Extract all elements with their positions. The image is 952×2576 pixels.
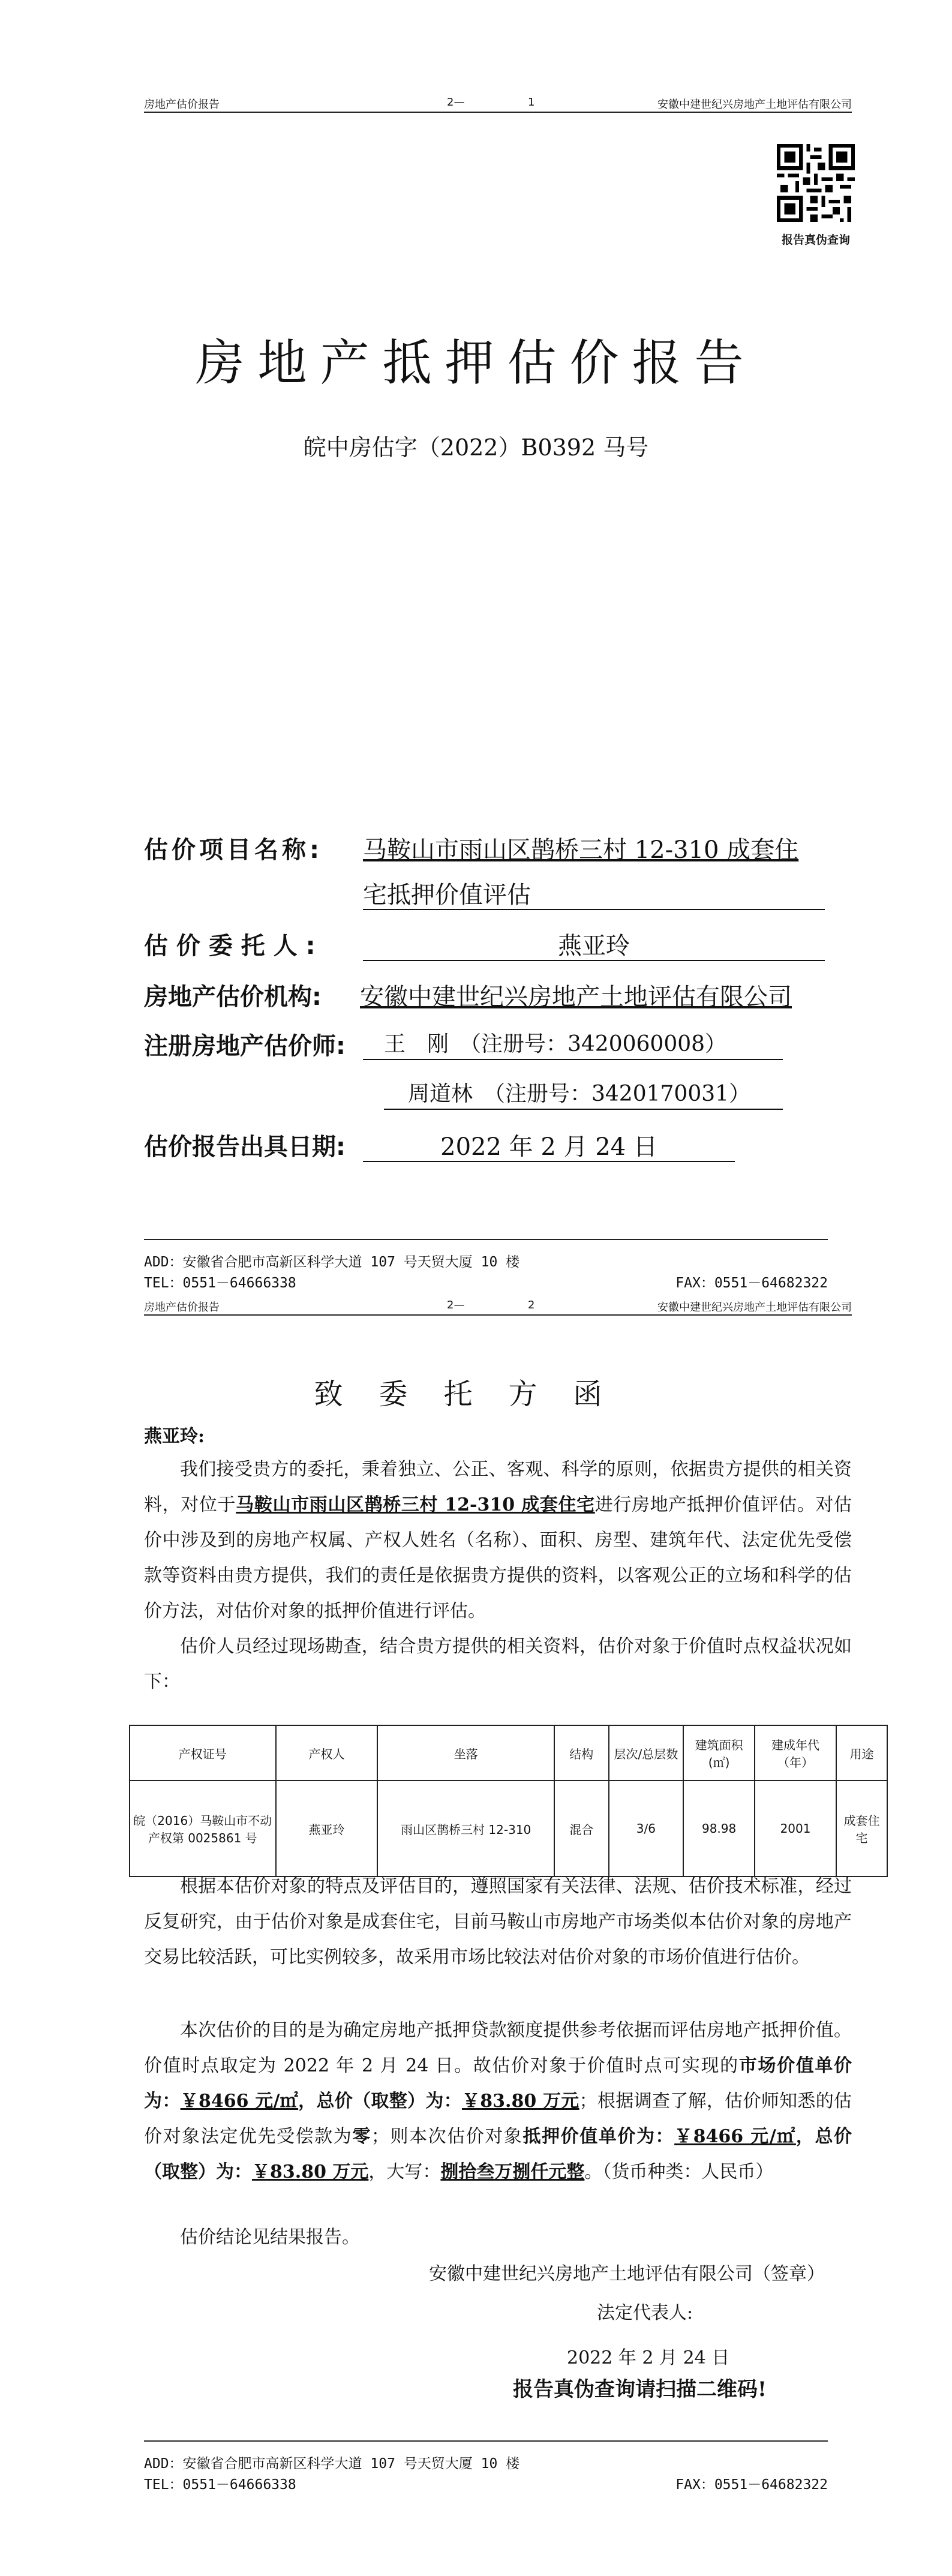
agency-value: 安徽中建世纪兴房地产土地评估有限公司 [360, 983, 792, 1011]
footer-tel: TEL：0551－64666338 [144, 1275, 296, 1291]
legal-representative: 法定代表人: [597, 2302, 693, 2323]
appraiser-2: 周道林 （注册号：3420170031） [408, 1082, 751, 1106]
letter-paragraph-4 [144, 2013, 852, 2190]
footer-address: ADD：安徽省合肥市高新区科学大道 107 号天贸大厦 10 楼 [144, 1254, 520, 1270]
cell-use: 成套住宅 [836, 1781, 887, 1877]
cell-area: 98.98 [683, 1781, 755, 1877]
underline [384, 1109, 783, 1110]
header-page-number: 1 [528, 96, 535, 109]
cell-structure: 混合 [554, 1781, 609, 1877]
property-table [129, 1725, 888, 1877]
priority-amount: 零 [352, 2126, 371, 2147]
table-row [130, 1781, 887, 1877]
signing-company: 安徽中建世纪兴房地产土地评估有限公司（签章） [429, 2263, 825, 2284]
cell-owner: 燕亚玲 [276, 1781, 378, 1877]
qr-code-icon[interactable] [777, 144, 855, 222]
cell-location: 雨山区鹊桥三村 12-310 [377, 1781, 554, 1877]
p4-text-b: ；根据调查了解，估价师知悉的估价对象法定优先受偿款为 [144, 2091, 852, 2147]
project-name-value-1: 马鞍山市雨山区鹊桥三村 12-310 成套住 [363, 836, 799, 864]
col-area: 建筑面积(㎡) [683, 1725, 755, 1781]
underline [363, 960, 825, 961]
p4-text-a: 本次估价的目的是为确定房地产抵押贷款额度提供参考依据而评估房地产抵押价值。价值时点取定为 2022 年 2 月 24 日。故估价对象于价值时点可实现的 [144, 2020, 852, 2076]
property-location: 马鞍山市雨山区鹊桥三村 12-310 成套住宅 [236, 1494, 595, 1515]
header-page-total: 2— [447, 96, 465, 109]
appraiser-label: 注册房地产估价师: [144, 1032, 346, 1060]
col-floor: 层次/总层数 [609, 1725, 684, 1781]
header-report-label: 房地产估价报告 [144, 98, 220, 111]
report-number: 皖中房估字（2022）B0392 马号 [303, 434, 649, 461]
p4-text-c: ；则本次估价对象 [371, 2126, 523, 2147]
col-owner: 产权人 [276, 1725, 378, 1781]
cell-cert-no: 皖（2016）马鞍山市不动产权第 0025861 号 [130, 1781, 276, 1877]
p1-text-b: 进行房地产抵押价值评估。对估价中涉及到的房地产权属、产权人姓名（名称）、面积、房型、建筑年代、法定优先受偿款等资料由贵方提供，我们的责任是依据贵方提供的资料，以客观公正的立场和科学的估价方法，对估价对象的抵押价值进行评估。 [144, 1494, 852, 1622]
col-structure: 结构 [554, 1725, 609, 1781]
date-value: 2022 年 2 月 24 日 [440, 1133, 657, 1161]
letter-title: 致委托方函 [314, 1377, 638, 1411]
page-header [144, 90, 852, 113]
footer-fax: FAX：0551－64682322 [675, 2477, 828, 2493]
p1-text-a: 我们接受贵方的委托，秉着独立、公正、客观、科学的原则，依据贵方提供的相关资料，对位于 [144, 1459, 852, 1515]
project-name-label: 估价项目名称: [144, 836, 323, 864]
underline [363, 909, 825, 910]
letter-paragraph-2: 估价人员经过现场勘查，结合贵方提供的相关资料，估价对象于价值时点权益状况如下： [144, 1636, 852, 1692]
project-name-value-2: 宅抵押价值评估 [363, 881, 531, 909]
header-company: 安徽中建世纪兴房地产土地评估有限公司 [657, 98, 852, 111]
letter-paragraph-3: 根据本估价对象的特点及评估目的，遵照国家有关法律、法规、估价技术标准，经过反复研究，由于估价对象是成套住宅，目前马鞍山市房地产市场类似本估价对象的房地产交易比较活跃，可比实例较多，故采用市场比较法对估价对象的市场价值进行估价。 [144, 1876, 852, 1968]
col-use: 用途 [836, 1725, 887, 1781]
mortgage-total: ￥83.80 万元 [252, 2161, 369, 2182]
col-cert-no: 产权证号 [130, 1725, 276, 1781]
qr-caption: 报告真伪查询 [781, 233, 850, 247]
agency-label: 房地产估价机构: [144, 983, 322, 1011]
market-total-label: ，总价（取整）为： [298, 2091, 462, 2112]
date-label: 估价报告出具日期: [144, 1133, 346, 1161]
header-page-number: 2 [528, 1299, 535, 1311]
table-header-row [130, 1725, 887, 1781]
mortgage-total-label: ，总价（取整）为： [144, 2126, 852, 2182]
client-label: 估 价 委 托 人 : [144, 932, 316, 960]
p4-text-d: ，大写： [368, 2161, 441, 2182]
footer-address: ADD：安徽省合肥市高新区科学大道 107 号天贸大厦 10 楼 [144, 2456, 520, 2472]
client-value: 燕亚玲 [558, 932, 630, 960]
page-header [144, 1293, 852, 1316]
header-report-label: 房地产估价报告 [144, 1301, 220, 1314]
scan-qr-note: 报告真伪查询请扫描二维码! [513, 2377, 767, 2401]
mortgage-unit-price: ￥8466 元/㎡ [674, 2126, 796, 2147]
signing-date: 2022 年 2 月 24 日 [567, 2347, 730, 2368]
underline [363, 1161, 735, 1162]
letter-paragraph-1 [144, 1452, 852, 1629]
cell-year: 2001 [755, 1781, 836, 1877]
col-location: 坐落 [377, 1725, 554, 1781]
letter-paragraph-5: 估价结论见结果报告。 [180, 2227, 360, 2248]
report-title: 房地产抵押估价报告 [195, 335, 757, 392]
header-company: 安徽中建世纪兴房地产土地评估有限公司 [657, 1301, 852, 1314]
cell-floor: 3/6 [609, 1781, 684, 1877]
market-value-label: 市场价值单价为： [144, 2055, 852, 2112]
market-unit-price: ￥8466 元/㎡ [180, 2091, 299, 2112]
salutation: 燕亚玲: [144, 1426, 205, 1447]
mortgage-value-label: 抵押价值单价为： [522, 2126, 675, 2147]
col-year: 建成年代（年） [755, 1725, 836, 1781]
amount-in-words: 捌拾叁万捌仟元整 [440, 2161, 585, 2182]
header-page-total: 2— [447, 1299, 465, 1311]
underline [363, 1059, 783, 1060]
footer-tel: TEL：0551－64666338 [144, 2477, 296, 2493]
market-total: ￥83.80 万元 [461, 2091, 579, 2112]
footer-fax: FAX：0551－64682322 [675, 1275, 828, 1291]
p4-text-e: 。（货币种类：人民币） [584, 2161, 774, 2182]
appraiser-1: 王 刚 （注册号：3420060008） [384, 1032, 727, 1056]
